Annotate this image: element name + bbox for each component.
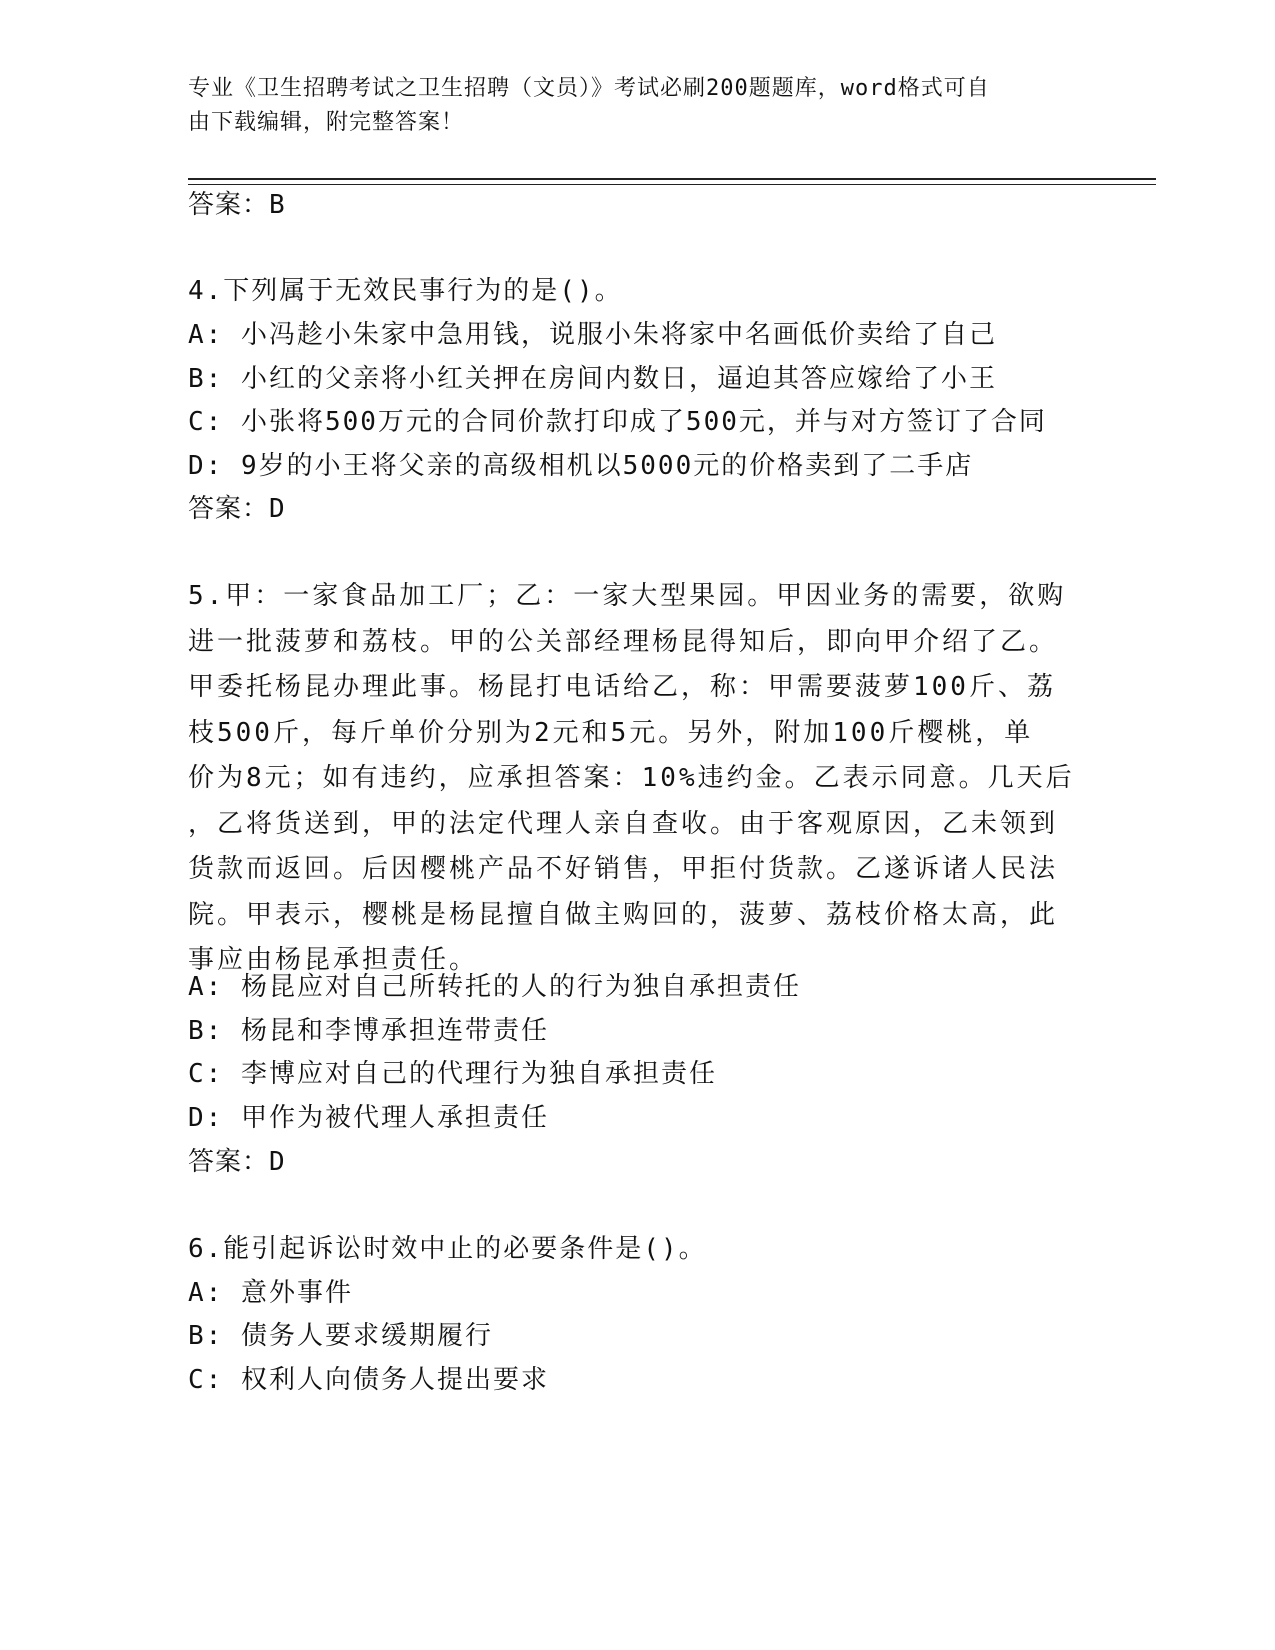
question-5-answer: 答案：D <box>188 1147 286 1177</box>
question-5-stem-line: 货款而返回。后因樱桃产品不好销售，甲拒付货款。乙遂诉诸人民法 <box>188 854 1059 884</box>
question-5-stem-line: 甲委托杨昆办理此事。杨昆打电话给乙，称：甲需要菠萝100斤、荔 <box>188 672 1056 702</box>
question-4-answer: 答案：D <box>188 494 286 524</box>
header-rule-thin <box>188 184 1156 185</box>
question-5-stem-line: 进一批菠萝和荔枝。甲的公关部经理杨昆得知后，即向甲介绍了乙。 <box>188 626 1059 657</box>
question-5-option-b: B: 杨昆和李博承担连带责任 <box>188 1016 549 1046</box>
question-5-stem-line: 院。甲表示，樱桃是杨昆擅自做主购回的，菠萝、荔枝价格太高，此 <box>188 899 1059 930</box>
question-5-stem-line: 价为8元；如有违约，应承担答案：10%违约金。乙表示同意。几天后 <box>188 763 1075 793</box>
question-6-stem: 6.能引起诉讼时效中止的必要条件是()。 <box>188 1234 707 1264</box>
question-5-option-c: C: 李博应对自己的代理行为独自承担责任 <box>188 1059 717 1089</box>
question-5-option-a: A: 杨昆应对自己所转托的人的行为独自承担责任 <box>188 972 801 1002</box>
question-5-stem-line: 事应由杨昆承担责任。 <box>188 945 479 975</box>
question-4-option-b: B: 小红的父亲将小红关押在房间内数日，逼迫其答应嫁给了小王 <box>188 364 997 394</box>
question-5-stem-line: 枝500斤，每斤单价分别为2元和5元。另外，附加100斤樱桃，单 <box>188 717 1034 748</box>
previous-answer: 答案：B <box>188 190 286 220</box>
header-note <box>188 72 1068 140</box>
header-rule-thick <box>188 178 1156 180</box>
question-4-option-d: D: 9岁的小王将父亲的高级相机以5000元的价格卖到了二手店 <box>188 451 974 481</box>
question-4-stem: 4.下列属于无效民事行为的是()。 <box>188 276 623 306</box>
question-5-option-d: D: 甲作为被代理人承担责任 <box>188 1103 549 1133</box>
header-note-line-1: 专业《卫生招聘考试之卫生招聘（文员）》考试必刷200题题库，word格式可自 <box>188 76 990 101</box>
question-5-stem <box>188 574 1075 984</box>
header-note-line-2: 由下载编辑，附完整答案！ <box>188 110 465 135</box>
question-6-option-c: C: 权利人向债务人提出要求 <box>188 1365 549 1395</box>
question-5-stem-line: ，乙将货送到，甲的法定代理人亲自查收。由于客观原因，乙未领到 <box>188 808 1059 839</box>
question-5-stem-line: 5.甲：一家食品加工厂；乙：一家大型果园。甲因业务的需要，欲购 <box>188 581 1067 611</box>
question-4-option-c: C: 小张将500万元的合同价款打印成了500元，并与对方签订了合同 <box>188 407 1047 437</box>
question-6-option-b: B: 债务人要求缓期履行 <box>188 1321 493 1351</box>
question-4-option-a: A: 小冯趁小朱家中急用钱，说服小朱将家中名画低价卖给了自己 <box>188 320 997 350</box>
question-6-option-a: A: 意外事件 <box>188 1278 353 1308</box>
